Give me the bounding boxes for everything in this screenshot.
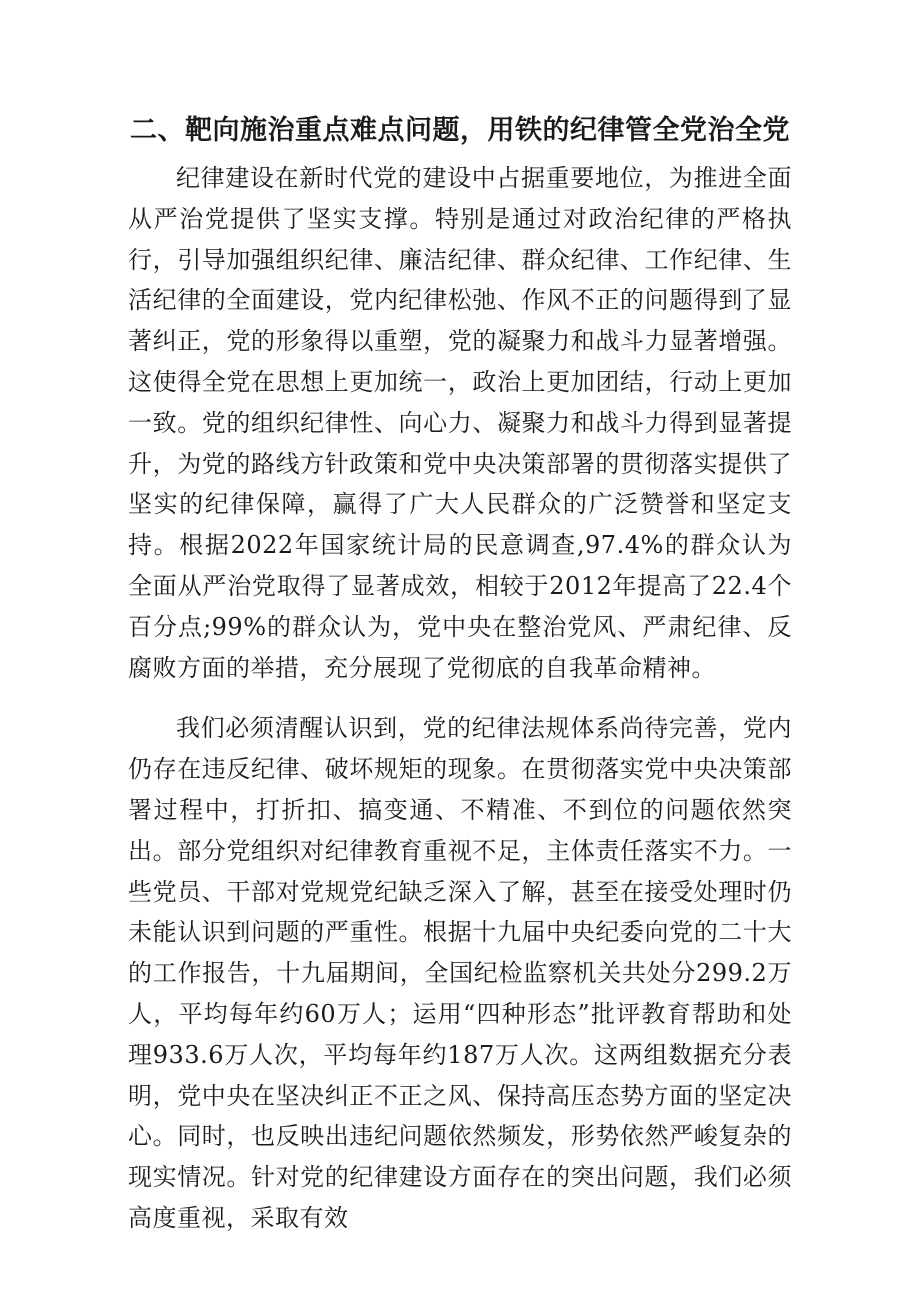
paragraph-discipline-achievements: 纪律建设在新时代党的建设中占据重要地位，为推进全面从严治党提供了坚实支撑。特别是通过对政治纪律的严格执行，引导加强组织纪律、廉洁纪律、群众纪律、工作纪律、生活纪律的全面建设，党内纪律松弛、作风不正的问题得到了显著纠正，党的形象得以重塑，党的凝聚力和战斗力显著增强。这使得全党在思想上更加统一，政治上更加团结，行动上更加一致。党的组织纪律性、向心力、凝聚力和战斗力得到显著提升，为党的路线方针政策和党中央决策部署的贯彻落实提供了坚实的纪律保障，赢得了广大人民群众的广泛赞誉和坚定支持。根据2022年国家统计局的民意调查,97.4%的群众认为全面从严治党取得了显著成效，相较于2012年提高了22.4个百分点;99%的群众认为，党中央在整治党风、严肃纪律、反腐败方面的举措，充分展现了党彻底的自我革命精神。 <box>128 164 792 682</box>
section-heading: 二、靶向施治重点难点问题，用铁的纪律管全党治全党 <box>130 115 790 146</box>
body-text <box>128 158 792 1239</box>
paragraph-discipline-problems: 我们必须清醒认识到，党的纪律法规体系尚待完善，党内仍存在违反纪律、破坏规矩的现象。在贯彻落实党中央决策部署过程中，打折扣、搞变通、不精准、不到位的问题依然突出。部分党组织对纪律教育重视不足，主体责任落实不力。一些党员、干部对党规党纪缺乏深入了解，甚至在接受处理时仍未能认识到问题的严重性。根据十九届中央纪委向党的二十大的工作报告，十九届期间，全国纪检监察机关共处分299.2万人，平均每年约60万人；运用“四种形态”批评教育帮助和处理933.6万人次，平均每年约187万人次。这两组数据充分表明，党中央在坚决纠正不正之风、保持高压态势方面的坚定决心。同时，也反映出违纪问题依然频发，形势依然严峻复杂的现实情况。针对党的纪律建设方面存在的突出问题，我们必须高度重视，采取有效 <box>128 714 792 1232</box>
